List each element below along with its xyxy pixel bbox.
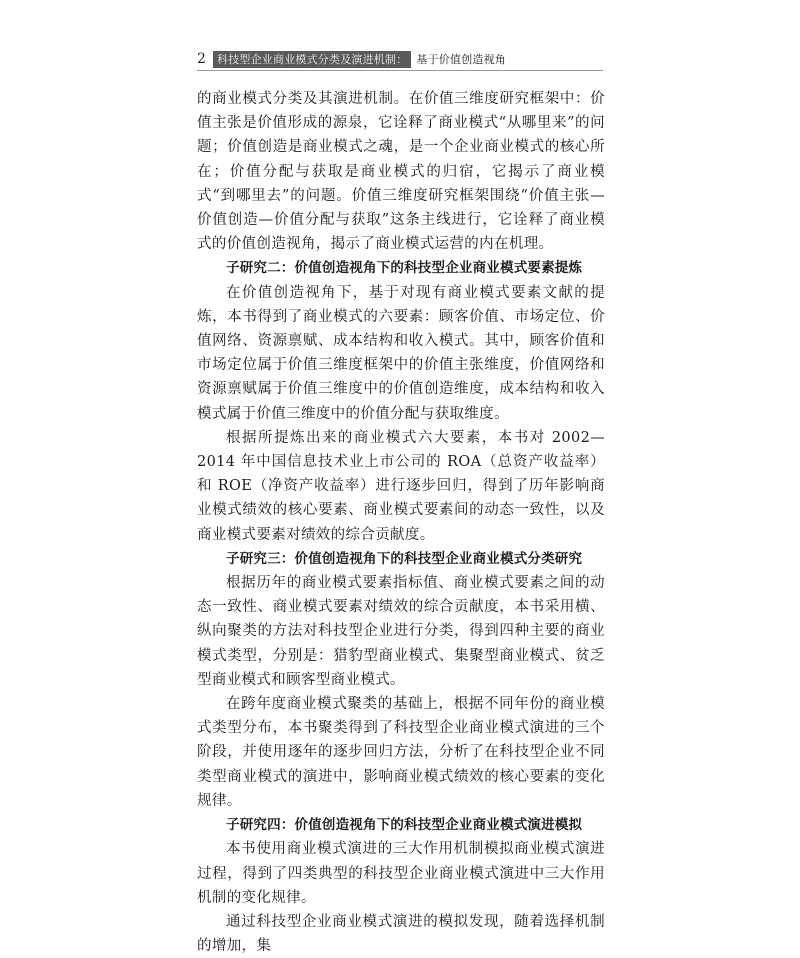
subheading-study-three: 子研究三：价值创造视角下的科技型企业商业模式分类研究 [226, 550, 583, 567]
subheading-study-two: 子研究二：价值创造视角下的科技型企业商业模式要素提炼 [226, 260, 583, 277]
subheading-study-four: 子研究四：价值创造视角下的科技型企业商业模式演进模拟 [226, 817, 583, 834]
paragraph: 本书使用商业模式演进的三大作用机制模拟商业模式演进过程，得到了四类典型的科技型企业商业模式演进中三大作用机制的变化规律。 [197, 841, 605, 906]
body-text [197, 87, 605, 958]
paragraph-continuation: 的商业模式分类及其演进机制。在价值三维度研究框架中：价值主张是价值形成的源泉，它诠释了商业模式“从哪里来”的问题；价值创造是商业模式之魂，是一个企业商业模式的核心所在；价值分配与获取是商业模式的归宿，它揭示了商业模式“到哪里去”的问题。价值三维度研究框架围绕“价值主张—价值创造—价值分配与获取”这条主线进行，它诠释了商业模式的价值创造视角，揭示了商业模式运营的内在机理。 [197, 91, 605, 253]
header-rule [197, 70, 603, 71]
book-subtitle: 基于价值创造视角 [416, 53, 507, 66]
running-head [197, 48, 506, 70]
paragraph: 根据历年的商业模式要素指标值、商业模式要素之间的动态一致性、商业模式要素对绩效的综合贡献度，本书采用横、纵向聚类的方法对科技型企业进行分类，得到四种主要的商业模式类型，分别是：猎豹型商业模式、集聚型商业模式、贫乏型商业模式和顾客型商业模式。 [197, 575, 605, 688]
page-number: 2 [197, 51, 206, 67]
paragraph: 通过科技型企业商业模式演进的模拟发现，随着选择机制的增加，集 [197, 913, 605, 955]
paragraph: 在跨年度商业模式聚类的基础上，根据不同年份的商业模式类型分布，本书聚类得到了科技型企业商业模式演进的三个阶段，并使用逐年的逐步回归方法，分析了在科技型企业不同类型商业模式的演进中，影响商业模式绩效的核心要素的变化规律。 [197, 696, 605, 809]
paragraph: 在价值创造视角下，基于对现有商业模式要素文献的提炼，本书得到了商业模式的六要素：顾客价值、市场定位、价值网络、资源禀赋、成本结构和收入模式。其中，顾客价值和市场定位属于价值三维度框架中的价值主张维度，价值网络和资源禀赋属于价值三维度中的价值创造维度，成本结构和收入模式属于价值三维度中的价值分配与获取维度。 [197, 284, 605, 422]
book-title-banner: 科技型企业商业模式分类及演进机制： [213, 51, 411, 68]
paragraph: 根据所提炼出来的商业模式六大要素，本书对 2002—2014 年中国信息技术业上市公司的 ROA（总资产收益率）和 ROE（净资产收益率）进行逐步回归，得到了历年影响商业模式绩效的核心要素、商业模式要素间的动态一致性，以及商业模式要素对绩效的综合贡献度。 [197, 429, 605, 543]
